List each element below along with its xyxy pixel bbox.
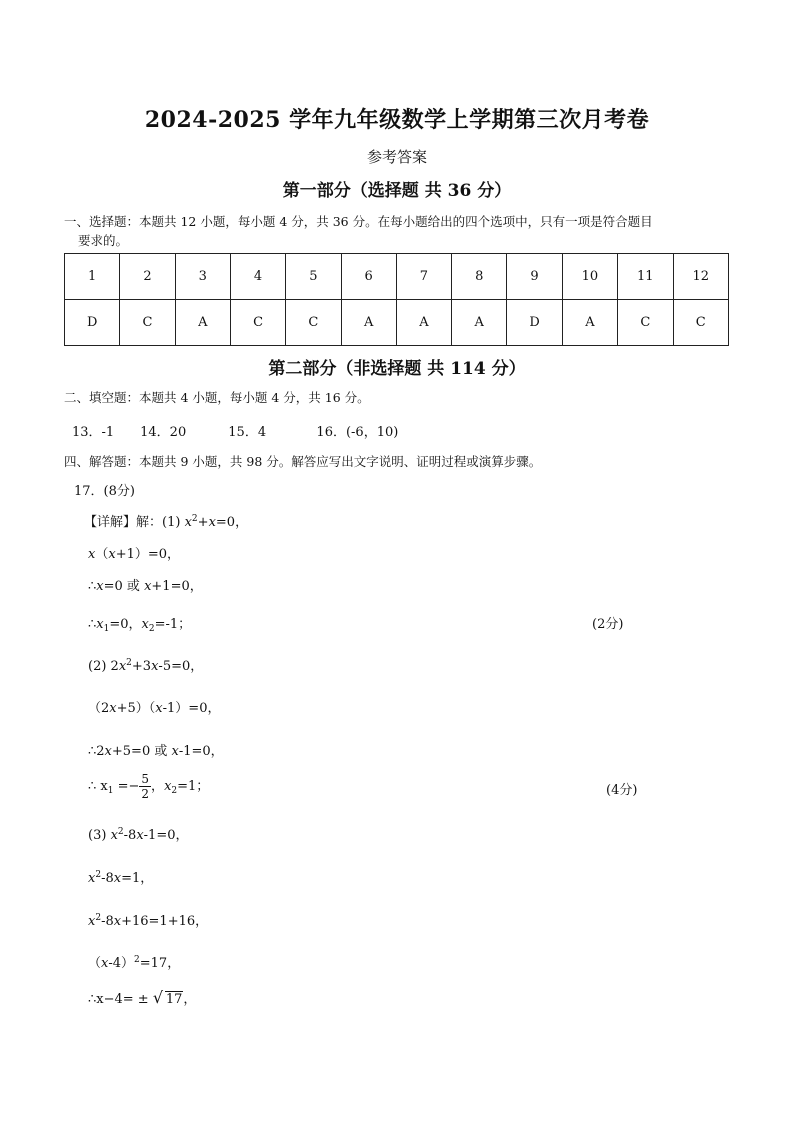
fraction: $\frac{5}{2}$ (141, 772, 150, 801)
choice-instruction-line2: 要求的。 (78, 233, 129, 248)
question-number-cell: 12 (673, 254, 728, 300)
answer-cell: C (120, 300, 175, 346)
q17-step-10: $x^2-8x=1$， (88, 870, 154, 886)
q17-step-12: $(x-4)^2=17$， (88, 955, 181, 971)
sqrt-expression: √ 17 (152, 988, 183, 1007)
question-number-cell: 1 (65, 254, 120, 300)
solve-instruction: 四、解答题：本题共 9 小题，共 98 分。解答应写出文字说明、证明过程或演算步骤。 (64, 454, 542, 469)
question-number-cell: 8 (452, 254, 507, 300)
score-2: (2分) (592, 617, 624, 632)
question-number-cell: 6 (341, 254, 396, 300)
fill-instruction: 二、填空题：本题共 4 小题，每小题 4 分，共 16 分。 (64, 390, 370, 405)
page-title: 2024-2025 学年九年级数学上学期第三次月考卷 (144, 107, 650, 133)
answer-cell: A (175, 300, 230, 346)
part-label-3: (3) (88, 828, 107, 843)
q17-step-5: (2) $2x^2+3x-5=0$， (88, 658, 204, 674)
q17-header: 17．(8分) (74, 484, 135, 499)
fill-answer-13: 13．-1 (72, 425, 115, 440)
page-subtitle: 参考答案 (366, 148, 427, 166)
q17-step-3: ∴x=0 或 x+1=0， (88, 579, 203, 594)
score-4: (4分) (606, 783, 638, 798)
q17-step-13: ∴x−4= ± √ 17， (88, 988, 197, 1007)
answer-cell: D (65, 300, 120, 346)
answer-cell: C (618, 300, 673, 346)
answer-cell: A (396, 300, 451, 346)
q17-step-1: 【详解】解：(1) $x^2+x=0$， (84, 514, 249, 530)
question-number-cell: 10 (562, 254, 617, 300)
part1-heading: 第一部分（选择题 共 36 分） (282, 181, 512, 201)
choice-instruction (64, 212, 734, 250)
answer-cell: A (562, 300, 617, 346)
question-number-cell: 5 (286, 254, 341, 300)
q17-step-8: ∴ $x_1$ =− $\frac{5}{2}$ ，$x_2=1$； (88, 772, 210, 801)
fill-answer-14: 14．20 (140, 425, 187, 440)
q17-step-2: x（x+1）=0， (88, 547, 181, 562)
question-number-cell: 3 (175, 254, 230, 300)
q17-step-9: (3) $x^2-8x-1=0$， (88, 827, 189, 843)
choice-instruction-line1: 一、选择题：本题共 12 小题，每小题 4 分，共 36 分。在每小题给出的四个选项中，只有一项是符合题目 (64, 214, 653, 229)
question-number-cell: 9 (507, 254, 562, 300)
fill-answer-15: 15．4 (228, 425, 267, 440)
question-number-cell: 2 (120, 254, 175, 300)
answer-cell: D (507, 300, 562, 346)
question-number-cell: 7 (396, 254, 451, 300)
q17-step-11: $x^2-8x+16=1+16$， (88, 913, 209, 929)
fill-answer-16: 16．(-6，10) (316, 425, 399, 440)
q17-step-4: $\therefore x_1=0$，$x_2=-1$； (88, 617, 192, 634)
fill-answers (72, 421, 398, 440)
question-number-cell: 4 (230, 254, 285, 300)
part-label-2: (2) (88, 659, 107, 674)
question-number-cell: 11 (618, 254, 673, 300)
q17-step-6: （2x+5）（x-1）=0， (88, 701, 221, 716)
answer-table-number-row (65, 254, 729, 300)
answer-cell: C (673, 300, 728, 346)
part2-heading: 第二部分（非选择题 共 114 分） (268, 359, 526, 379)
part-label-1: (1) (162, 515, 181, 530)
answer-cell: C (230, 300, 285, 346)
answer-table (64, 253, 729, 346)
answer-cell: C (286, 300, 341, 346)
q17-step-7: ∴2x+5=0 或 x-1=0， (88, 744, 224, 759)
answer-cell: A (341, 300, 396, 346)
answer-cell: A (452, 300, 507, 346)
answer-table-answer-row (65, 300, 729, 346)
detail-label: 【详解】解： (84, 515, 163, 530)
